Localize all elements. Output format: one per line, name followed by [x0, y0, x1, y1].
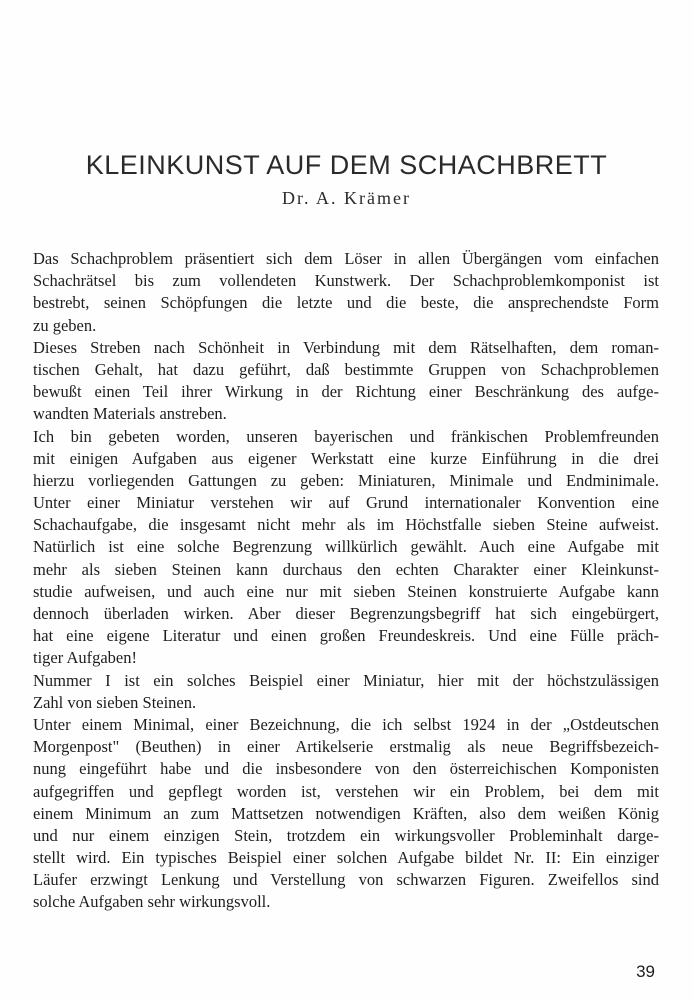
- article-body: [33, 248, 659, 914]
- text-line: solche Aufgaben sehr wirkungsvoll.: [33, 892, 271, 912]
- text-line: Unter einem Minimal, einer Bezeichnung, die ich selbst 1924 in der „Ostdeutschen: [33, 714, 659, 734]
- text-line: mehr als sieben Steinen kann durchaus den echten Charakter einer Kleinkunst-: [33, 559, 659, 579]
- text-line: Ich bin gebeten worden, unseren bayerischen und fränkischen Problemfreunden: [33, 426, 659, 446]
- text-line: aufgegriffen und gepflegt worden ist, verstehen wir ein Problem, bei dem mit: [33, 781, 659, 801]
- text-line: Nummer I ist ein solches Beispiel einer Miniatur, hier mit der höchstzulässigen: [33, 670, 659, 690]
- text-line: einem Minimum an zum Mattsetzen notwendigen Kräften, also dem weißen König: [33, 803, 659, 823]
- text-line: Läufer erzwingt Lenkung und Verstellung von schwarzen Figuren. Zweifellos sind: [33, 870, 659, 890]
- text-line: bewußt einen Teil ihrer Wirkung in der Richtung einer Beschränkung des aufge-: [33, 382, 659, 402]
- text-line: studie aufweisen, und auch eine nur mit sieben Steinen konstruierte Aufgabe kann: [33, 581, 659, 601]
- text-line: Das Schachproblem präsentiert sich dem Löser in allen Übergängen vom einfachen: [33, 249, 659, 268]
- page-number: 39: [636, 962, 655, 981]
- text-line: tiger Aufgaben!: [33, 648, 138, 668]
- text-line: Schachaufgabe, die insgesamt nicht mehr als im Höchstfalle sieben Steine aufweist.: [33, 515, 659, 535]
- text-line: hierzu vorliegenden Gattungen zu geben: Miniaturen, Minimale und Endminimale.: [33, 470, 659, 490]
- text-line: Unter einer Miniatur verstehen wir auf Grund internationaler Konvention eine: [33, 493, 659, 513]
- text-line: Morgenpost" (Beuthen) in einer Artikelserie erstmalig als neue Begriffsbezeich-: [33, 737, 659, 757]
- author-name: Dr. A. Krämer: [282, 188, 411, 208]
- text-line: Natürlich ist eine solche Begrenzung willkürlich gewählt. Auch eine Aufgabe mit: [33, 537, 659, 557]
- text-line: tischen Gehalt, hat dazu geführt, daß bestimmte Gruppen von Schachproblemen: [33, 359, 659, 379]
- text-line: Dieses Streben nach Schönheit in Verbindung mit dem Rätselhaften, dem roman-: [33, 337, 659, 357]
- text-line: nung eingeführt habe und die insbesondere von den österreichischen Komponisten: [33, 759, 659, 779]
- text-line: stellt wird. Ein typisches Beispiel einer solchen Aufgabe bildet Nr. II: Ein einziger: [33, 848, 659, 868]
- text-line: bestrebt, seinen Schöpfungen die letzte und die beste, die ansprechendste Form: [33, 293, 659, 313]
- text-line: Zahl von sieben Steinen.: [33, 692, 197, 712]
- text-line: wandten Materials anstreben.: [33, 404, 227, 424]
- text-line: Schachrätsel bis zum vollendeten Kunstwerk. Der Schachproblemkomponist ist: [33, 271, 659, 291]
- page-title: KLEINKUNST AUF DEM SCHACHBRETT: [85, 150, 608, 180]
- text-line: und nur einem einzigen Stein, trotzdem ein wirkungsvoller Probleminhalt darge-: [33, 825, 659, 845]
- text-line: mit einigen Aufgaben aus eigener Werkstatt eine kurze Einführung in die drei: [33, 448, 659, 468]
- text-line: hat eine eigene Literatur und einen großen Freundeskreis. Und eine Fülle präch-: [33, 626, 659, 646]
- text-line: dennoch überladen wirken. Aber dieser Begrenzungsbegriff hat sich eingebürgert,: [33, 604, 659, 623]
- text-line: zu geben.: [33, 315, 97, 335]
